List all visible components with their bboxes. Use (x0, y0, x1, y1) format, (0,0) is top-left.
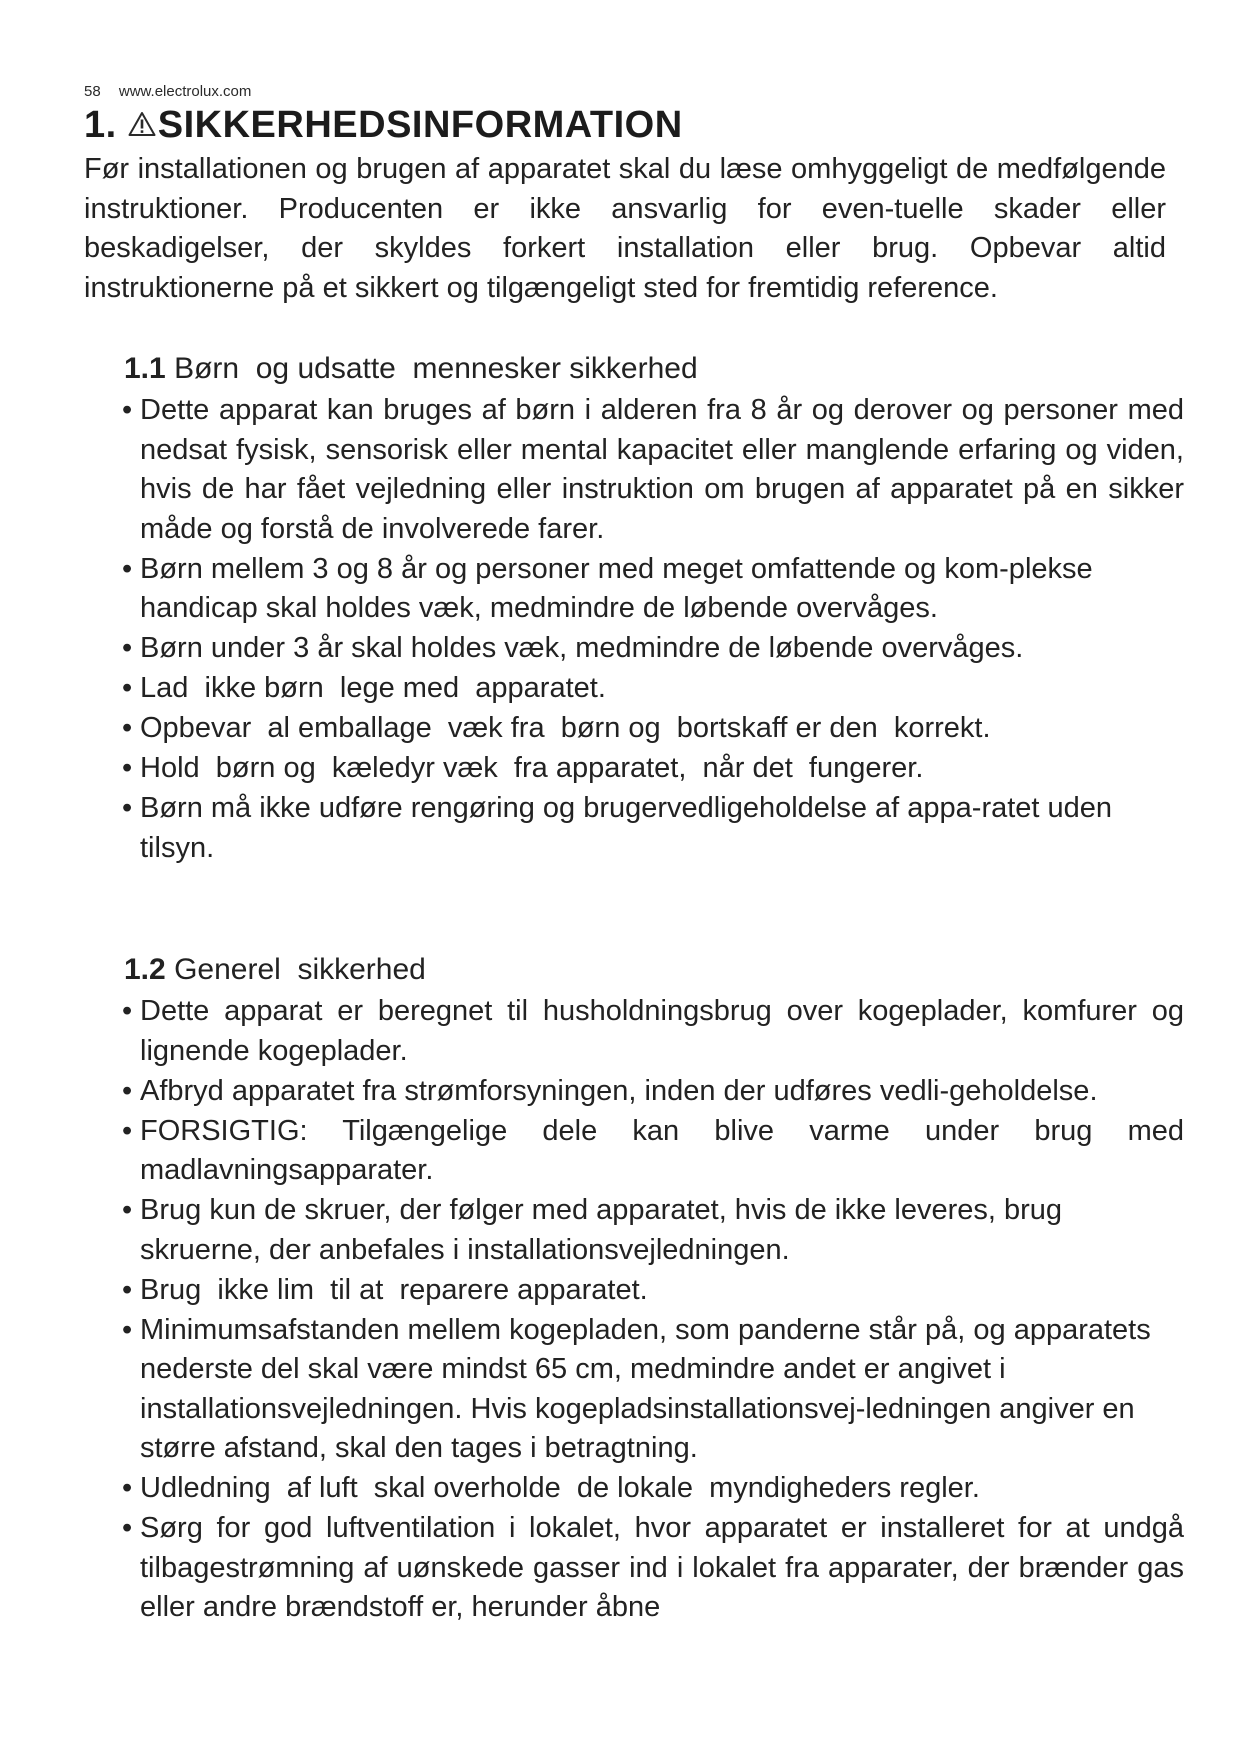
list-item: • Dette apparat kan bruges af børn i alderen fra 8 år og derover og personer med nedsat fysisk, sensorisk eller mental kapacitet eller manglende erfaring og viden, hvis de har fået vejledning eller instruktion om brugen af apparatet på en sikker måde og forstå de involverede farer. (124, 391, 1184, 549)
list-item: • Afbryd apparatet fra strømforsyningen, inden der udføres vedli-geholdelse. (124, 1072, 1184, 1112)
section-heading (84, 104, 683, 147)
section-title-general-safety (124, 953, 426, 987)
list-item: • Opbevar al emballage væk fra børn og bortskaff er den korrekt. (124, 709, 1184, 749)
list-item: • Sørg for god luftventilation i lokalet, hvor apparatet er installeret for at undgå tilbagestrømning af uønskede gasser ind i lokalet fra apparater, der brænder gas eller andre brændstoff er, herunder åbne (124, 1509, 1184, 1628)
list-item: • Dette apparat er beregnet til husholdningsbrug over kogeplader, komfurer og lignende kogeplader. (124, 992, 1184, 1071)
list-item: • Hold børn og kæledyr væk fra apparatet, når det fungerer. (124, 749, 1184, 789)
list-item: • Brug ikke lim til at reparere apparatet. (124, 1271, 1184, 1311)
section-title-text: Børn og udsatte mennesker sikkerhed (174, 352, 698, 385)
list-item: • Minimumsafstanden mellem kogepladen, som panderne står på, og apparatets nederste del skal være mindst 65 cm, medmindre andet er angivet i installationsvejledningen. Hvis kogepladsinstallationsvej-ledningen angiver en større afstand, skal den tages i betragtning. (124, 1311, 1184, 1469)
section-number: 1.2 (124, 953, 166, 986)
list-item: • Børn mellem 3 og 8 år og personer med meget omfattende og kom-plekse handicap skal holdes væk, medmindre de løbende overvåges. (124, 550, 1184, 629)
page-number: 58 (84, 83, 101, 100)
list-item: • Børn under 3 år skal holdes væk, medmindre de løbende overvåges. (124, 629, 1184, 669)
heading-title: SIKKERHEDSINFORMATION (157, 104, 683, 146)
intro-paragraph: Før installationen og brugen af apparatet skal du læse omhyggeligt de medfølgende instruktioner. Producenten er ikke ansvarlig for even-tuelle skader eller beskadigelser, der skyldes forkert installation eller brug. Opbevar altid instruktionerne på et sikkert og tilgængeligt sted for fremtidig reference. (84, 153, 1166, 304)
list-item: • Børn må ikke udføre rengøring og brugervedligeholdelse af appa-ratet uden tilsyn. (124, 789, 1184, 868)
list-item: • Brug kun de skruer, der følger med apparatet, hvis de ikke leveres, brug skruerne, der anbefales i installationsvejledningen. (124, 1191, 1184, 1270)
general-safety-list (124, 992, 1184, 1628)
section-title-children-safety (124, 352, 698, 386)
section-title-text: Generel sikkerhed (174, 953, 426, 986)
list-item: • Udledning af luft skal overholde de lokale myndigheders regler. (124, 1469, 1184, 1509)
children-safety-list (124, 391, 1184, 869)
page-header (84, 83, 251, 100)
list-item: • FORSIGTIG: Tilgængelige dele kan blive varme under brug med madlavningsapparater. (124, 1112, 1184, 1191)
heading-number: 1. (84, 104, 117, 146)
page-url: www.electrolux.com (118, 83, 252, 100)
warning-triangle-icon (128, 111, 156, 137)
list-item: • Lad ikke børn lege med apparatet. (124, 669, 1184, 709)
section-number: 1.1 (124, 352, 166, 385)
